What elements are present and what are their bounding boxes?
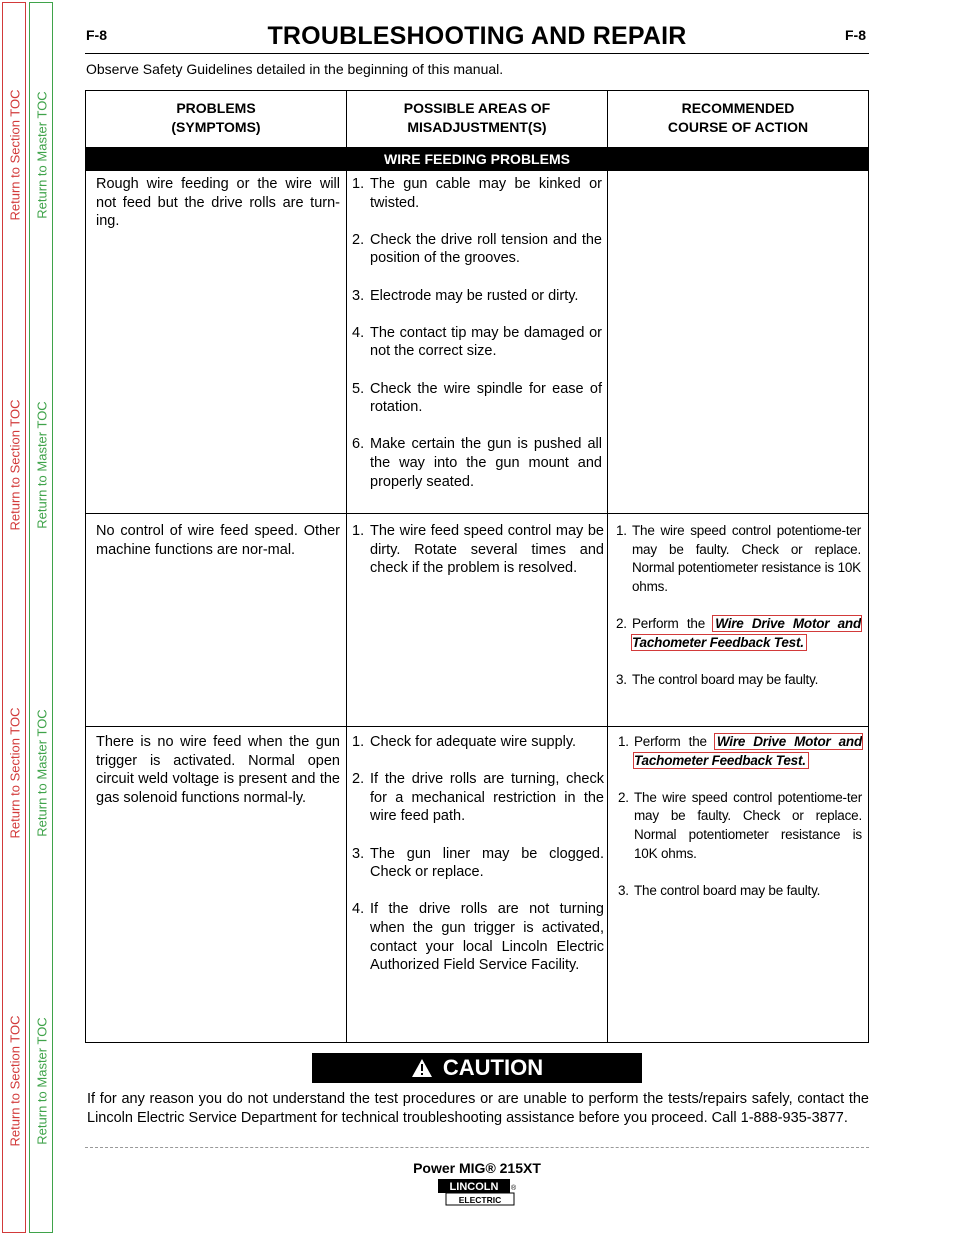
list-item: 2. Check the drive roll tension and the position of the grooves. <box>352 231 602 267</box>
row-divider <box>86 726 868 727</box>
wire-drive-motor-test-link[interactable]: Wire Drive Motor and Tachometer Feedback Test. <box>632 615 861 650</box>
list-item: 3. The gun liner may be clogged. Check or replace. <box>352 845 604 881</box>
list-item: 1. Perform the Wire Drive Motor and Tachometer Feedback Test. <box>618 734 862 768</box>
page-number-left: F-8 <box>86 27 107 43</box>
row-2-causes <box>352 522 604 596</box>
list-item: 3. The control board may be faulty. <box>616 671 819 687</box>
list-item: 1. The wire speed control potentiome-ter may be faulty. Check or replace. Normal potentiometer resistance is 10K ohms. <box>616 523 861 594</box>
column-header-possible-areas: POSSIBLE AREAS OF MISADJUSTMENT(S) <box>403 100 551 135</box>
row-divider <box>86 513 868 514</box>
row-3-causes <box>352 733 604 993</box>
row-3-symptom: There is no wire feed when the gun trigger is activated. Normal open circuit weld voltage is present and the gas solenoid functions normal-ly. <box>96 734 340 806</box>
list-item: 4. The contact tip may be damaged or not the correct size. <box>352 324 602 360</box>
list-item: 3. Electrode may be rusted or dirty. <box>352 287 579 304</box>
return-to-master-toc-link[interactable]: Return to Master TOC <box>34 91 50 219</box>
safety-note: Observe Safety Guidelines detailed in the beginning of this manual. <box>86 61 504 77</box>
warning-triangle-icon <box>411 1058 433 1078</box>
list-item: 1. The gun cable may be kinked or twisted. <box>352 176 602 211</box>
return-to-master-toc-link[interactable]: Return to Master TOC <box>34 709 50 837</box>
section-header-wire-feeding: WIRE FEEDING PROBLEMS <box>86 147 868 171</box>
column-header-problems: PROBLEMS (SYMPTOMS) <box>171 100 261 135</box>
row-1-causes <box>352 175 602 510</box>
row-3-actions <box>618 733 862 919</box>
row-2-symptom: No control of wire feed speed. Other machine functions are nor-mal. <box>96 523 340 558</box>
list-item: 1. The wire feed speed control may be dirty. Rotate several times and check if the problem is resolved. <box>352 523 604 577</box>
return-to-section-toc-link[interactable]: Return to Section TOC <box>7 707 23 839</box>
caution-label: CAUTION <box>442 1055 544 1080</box>
column-divider <box>346 91 347 1042</box>
row-1-symptom: Rough wire feeding or the wire will not feed but the drive rolls are turn-ing. <box>96 176 340 230</box>
return-to-section-toc-link[interactable]: Return to Section TOC <box>7 1015 23 1147</box>
lincoln-electric-logo <box>437 1178 517 1208</box>
list-item: 2. If the drive rolls are turning, check for a mechanical restriction in the wire feed path. <box>352 771 604 825</box>
row-2-actions <box>616 522 861 708</box>
return-to-master-toc-link[interactable]: Return to Master TOC <box>34 401 50 529</box>
return-to-section-toc-link[interactable]: Return to Section TOC <box>7 399 23 531</box>
wire-drive-motor-test-link[interactable]: Wire Drive Motor and Tachometer Feedback Test. <box>634 734 862 768</box>
list-item: 1. Check for adequate wire supply. <box>352 734 577 750</box>
return-to-section-toc-link[interactable]: Return to Section TOC <box>7 89 23 221</box>
footer-divider <box>85 1147 869 1148</box>
list-item: 6. Make certain the gun is pushed all the way into the gun mount and properly seated. <box>352 436 602 490</box>
model-name: Power MIG® 215XT <box>413 1160 541 1176</box>
logo-registered-mark: ® <box>511 1185 517 1192</box>
caution-banner <box>312 1053 642 1083</box>
header-divider <box>85 53 869 54</box>
list-item: 3. The control board may be faulty. <box>618 882 821 898</box>
list-item: 2. The wire speed control potentiome-ter may be faulty. Check or replace. Normal potentiometer resistance is 10K ohms. <box>618 789 862 861</box>
caution-text: If for any reason you do not understand the test procedures or are unable to perform the tests/repairs safely, contact the Lincoln Electric Service Department for technical troubleshooting assistance before you proceed. Call 1-888-935-3877. <box>87 1091 869 1126</box>
list-item: 2. Perform the Wire Drive Motor and Tachometer Feedback Test. <box>616 615 861 650</box>
master-toc-strip <box>29 2 53 1233</box>
list-item: 4. If the drive rolls are not turning when the gun trigger is activated, contact your local Lincoln Electric Authorized Field Service Facility. <box>352 901 604 974</box>
list-item: 5. Check the wire spindle for ease of rotation. <box>352 380 602 416</box>
page-number-right: F-8 <box>845 27 866 43</box>
troubleshooting-table <box>85 90 869 1043</box>
logo-text-bottom: ELECTRIC <box>458 1195 502 1205</box>
column-divider <box>607 91 608 1042</box>
section-toc-strip <box>2 2 26 1233</box>
logo-text-top: LINCOLN <box>449 1181 499 1193</box>
return-to-master-toc-link[interactable]: Return to Master TOC <box>34 1017 50 1145</box>
page-title: TROUBLESHOOTING AND REPAIR <box>267 22 687 50</box>
column-header-recommended-action: RECOMMENDED COURSE OF ACTION <box>667 100 809 135</box>
